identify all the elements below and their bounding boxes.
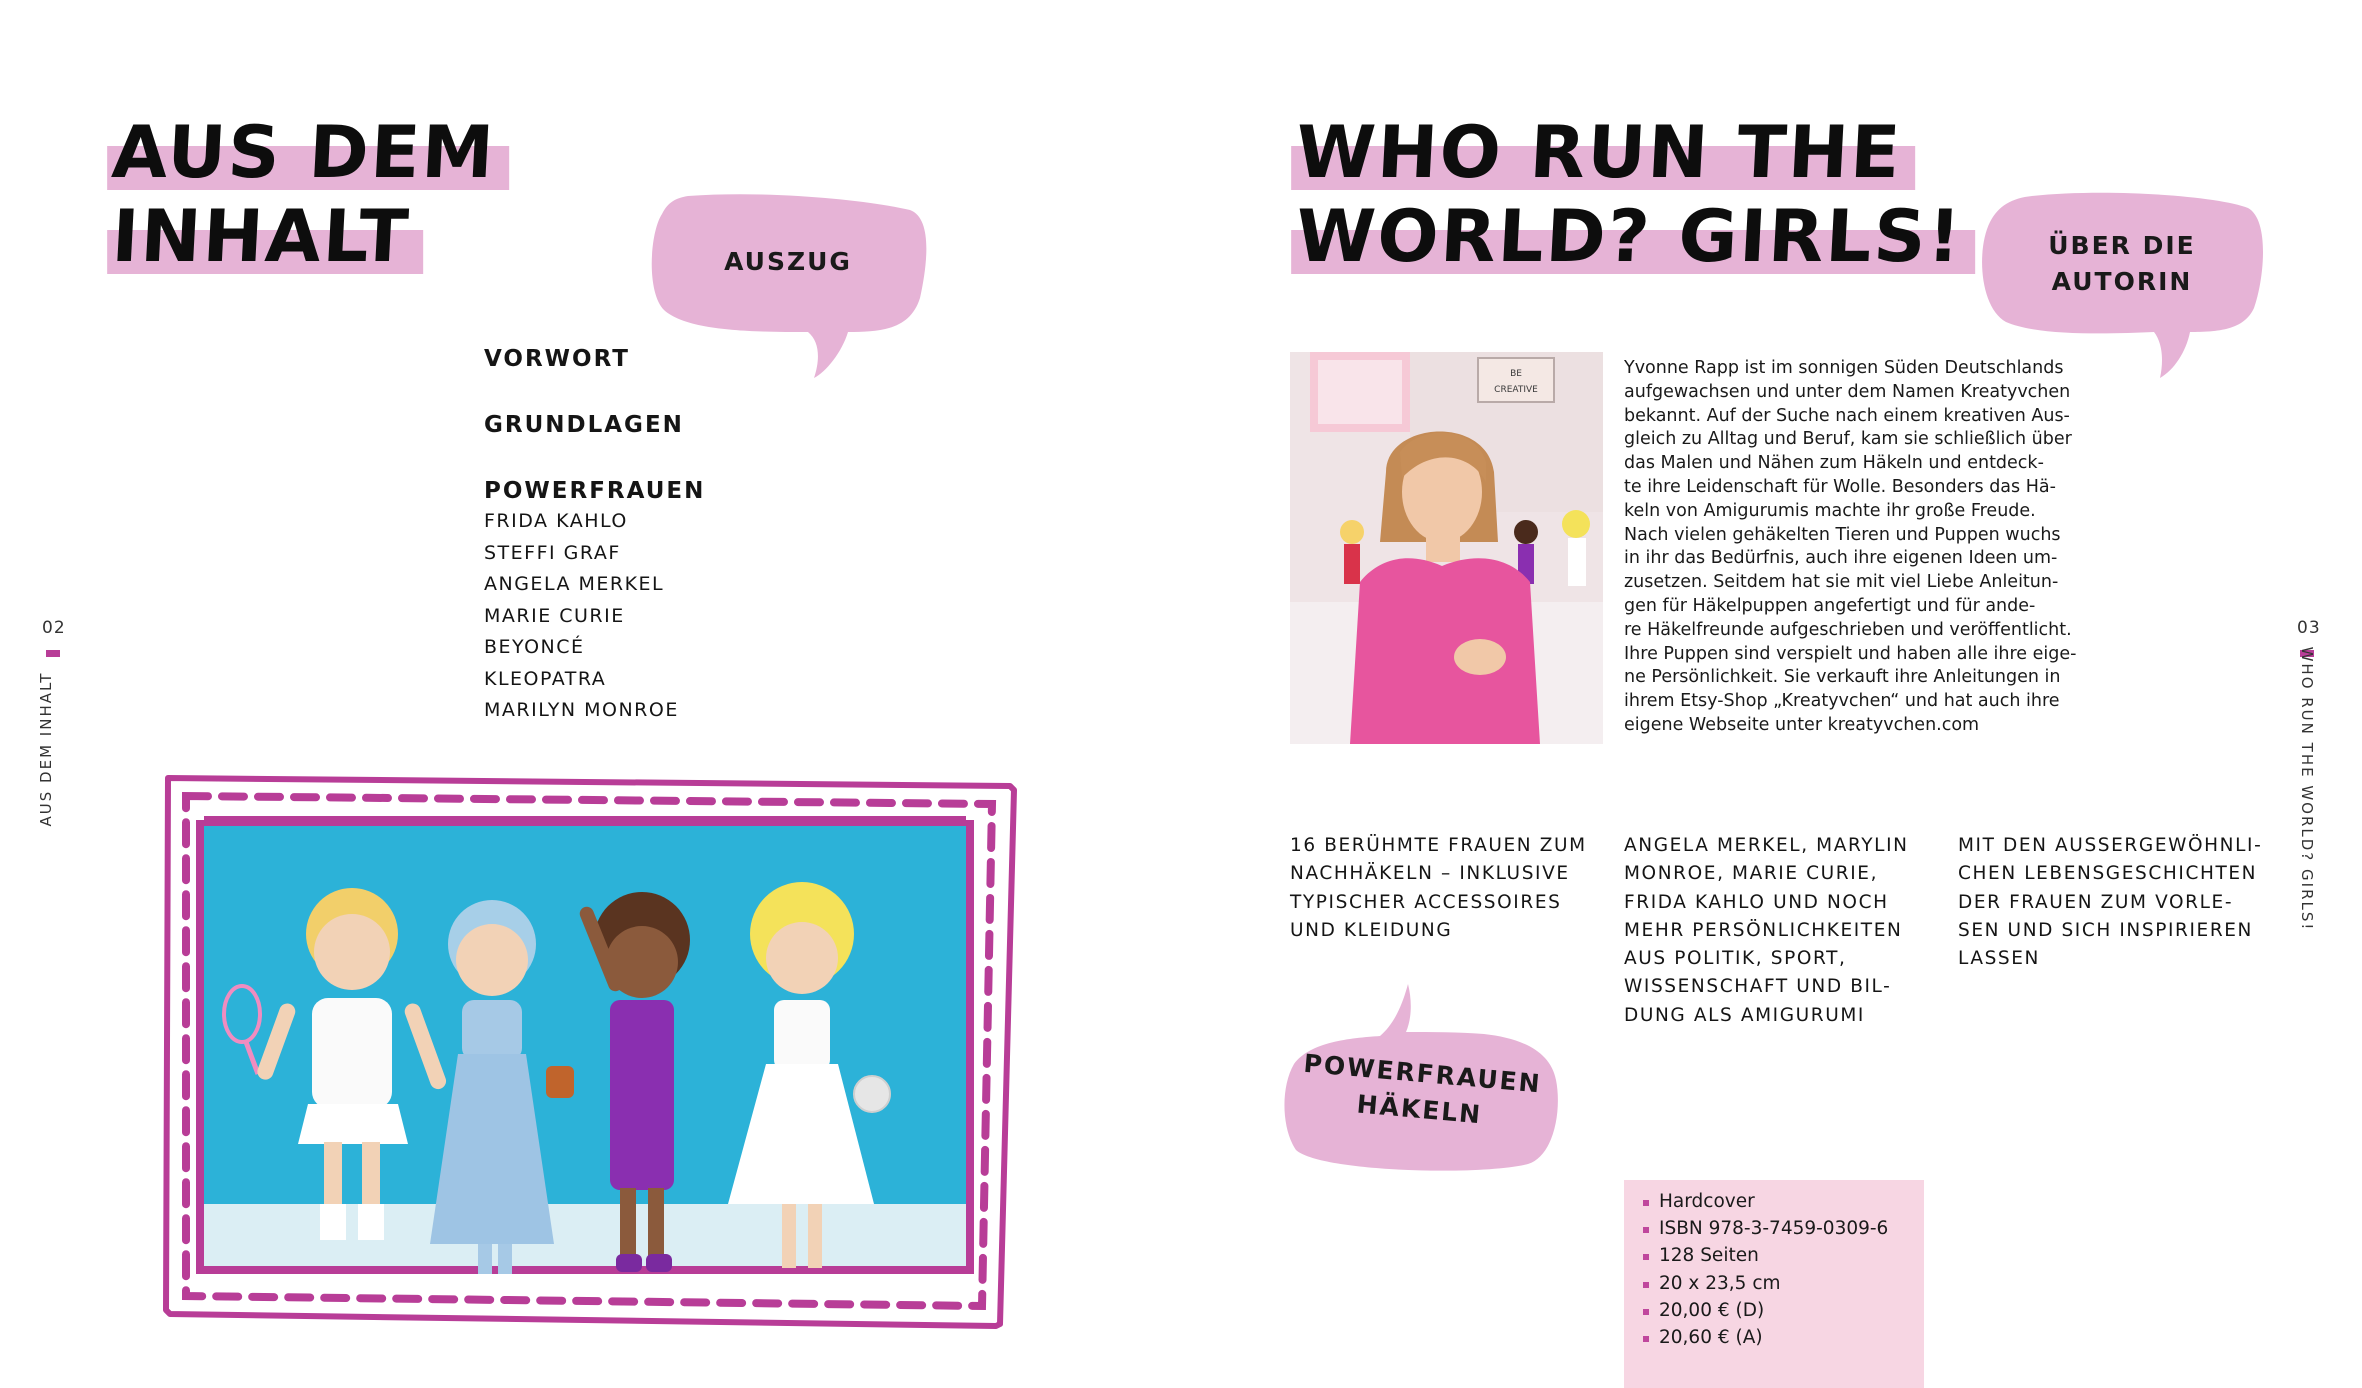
- about-author-label-line: ÜBER DIE: [2048, 231, 2196, 260]
- doll-photo-frame: [162, 774, 1020, 1330]
- bio-line: gleich zu Alltag und Beruf, kam sie schließlich über: [1624, 429, 2072, 450]
- bio-line: ne Persönlichkeit. Sie verkauft ihre Anleitungen in: [1624, 667, 2061, 688]
- feature-line: UND KLEIDUNG: [1290, 919, 1453, 941]
- bio-line: Yvonne Rapp ist im sonnigen Süden Deutschlands: [1624, 358, 2064, 378]
- about-author-speech-bubble: [1978, 190, 2266, 380]
- author-photo: [1290, 352, 1603, 744]
- feature-column-3: [1958, 832, 2273, 973]
- toc-grundlagen: GRUNDLAGEN: [484, 412, 684, 438]
- toc-powerfrauen: POWERFRAUEN: [484, 478, 706, 504]
- feature-line: 16 BERÜHMTE FRAUEN ZUM: [1290, 835, 1587, 856]
- bio-line: te ihre Leidenschaft für Wolle. Besonders das Hä-: [1624, 476, 2056, 497]
- feature-line: DUNG ALS AMIGURUMI: [1624, 1004, 1865, 1026]
- product-info-item: 20,00 € (D): [1640, 1297, 1888, 1324]
- left-heading-line-1: AUS DEM: [106, 112, 512, 192]
- author-photo-illustration: [1290, 352, 1603, 744]
- about-author-label-line: AUTORIN: [2051, 267, 2193, 296]
- left-heading-line-2: INHALT: [106, 196, 426, 276]
- product-info-item: Hardcover: [1640, 1188, 1888, 1215]
- feature-line: LASSEN: [1958, 948, 2041, 970]
- feature-line: AUS POLITIK, SPORT,: [1624, 948, 1847, 970]
- toc-entry: FRIDA KAHLO: [484, 510, 628, 532]
- side-label-right: WHO RUN THE WORLD? GIRLS!: [2298, 646, 2316, 932]
- toc-vorwort: VORWORT: [484, 346, 630, 372]
- bio-line: gen für Häkelpuppen angefertigt und für ande-: [1624, 595, 2036, 616]
- photo-sign-line: BE: [1510, 369, 1522, 379]
- powerfrauen-label-line: POWERFRAUEN: [1302, 1048, 1543, 1099]
- feature-column-2: [1624, 832, 1939, 1030]
- product-info-item: ISBN 978-3-7459-0309-6: [1640, 1215, 1888, 1242]
- bio-line: eigene Webseite unter kreatyvchen.com: [1624, 714, 1980, 735]
- feature-line: MEHR PERSÖNLICHKEITEN: [1624, 919, 1903, 941]
- toc-powerfrauen-list: [484, 506, 679, 727]
- bio-line: ihrem Etsy-Shop „Kreatyvchen“ und hat auch ihre: [1624, 691, 2060, 712]
- toc-entry: BEYONCÉ: [484, 636, 585, 658]
- product-info-item: 20,60 € (A): [1640, 1324, 1888, 1351]
- auszug-label: AUSZUG: [724, 247, 852, 276]
- product-info-item: 128 Seiten: [1640, 1242, 1888, 1269]
- right-heading-line-2: WORLD? GIRLS!: [1290, 196, 1979, 276]
- toc-entry: ANGELA MERKEL: [484, 573, 665, 595]
- photo-sign-line: CREATIVE: [1494, 385, 1538, 395]
- feature-line: ANGELA MERKEL, MARYLIN: [1624, 835, 1909, 856]
- bio-line: Ihre Puppen sind verspielt und haben alle ihre eige-: [1624, 643, 2077, 664]
- toc-entry: KLEOPATRA: [484, 667, 607, 690]
- feature-line: MIT DEN AUSSERGEWÖHNLI-: [1958, 835, 2263, 856]
- auszug-speech-bubble: [648, 192, 928, 380]
- about-author-label: [1978, 228, 2266, 300]
- doll-photo-illustration: [162, 774, 1020, 1330]
- powerfrauen-speech-bubble: [1280, 980, 1562, 1176]
- bio-line: bekannt. Auf der Suche nach einem kreativen Aus-: [1624, 405, 2070, 426]
- feature-line: NACHHÄKELN – INKLUSIVE: [1290, 863, 1570, 885]
- page-number-right: 03: [2297, 618, 2321, 638]
- feature-line: DER FRAUEN ZUM VORLE-: [1958, 891, 2234, 913]
- bio-line: aufgewachsen und unter dem Namen Kreatyvchen: [1624, 381, 2071, 402]
- feature-line: CHEN LEBENSGESCHICHTEN: [1958, 863, 2258, 885]
- bio-line: Nach vielen gehäkelten Tieren und Puppen wuchs: [1624, 524, 2061, 545]
- toc-entry: MARILYN MONROE: [484, 699, 679, 721]
- bio-line: das Malen und Nähen zum Häkeln und entdeck-: [1624, 453, 2044, 474]
- product-info-list: [1640, 1188, 1888, 1351]
- bio-line: keln von Amigurumis machte ihr große Freude.: [1624, 500, 2036, 521]
- bio-line: re Häkelfreunde aufgeschrieben und veröffentlicht.: [1624, 619, 2072, 640]
- powerfrauen-label-line: HÄKELN: [1355, 1089, 1484, 1130]
- feature-line: MONROE, MARIE CURIE,: [1624, 863, 1879, 885]
- feature-line: TYPISCHER ACCESSOIRES: [1290, 891, 1562, 913]
- product-info-item: 20 x 23,5 cm: [1640, 1270, 1888, 1297]
- toc-entry: MARIE CURIE: [484, 604, 625, 627]
- toc-entry: STEFFI GRAF: [484, 541, 621, 564]
- page-number-left: 02: [42, 618, 66, 638]
- side-label-left: AUS DEM INHALT: [37, 671, 55, 827]
- feature-column-1: [1290, 832, 1605, 945]
- feature-line: SEN UND SICH INSPIRIEREN: [1958, 919, 2253, 941]
- feature-line: WISSENSCHAFT UND BIL-: [1624, 976, 1892, 998]
- author-bio-text: [1624, 357, 2104, 738]
- product-info-box: [1624, 1180, 1924, 1388]
- bio-line: zusetzen. Seitdem hat sie mit viel Liebe Anleitun-: [1624, 572, 2059, 593]
- bio-line: in ihr das Bedürfnis, auch ihre eigenen Ideen um-: [1624, 548, 2058, 569]
- feature-line: FRIDA KAHLO UND NOCH: [1624, 891, 1889, 913]
- right-heading-line-1: WHO RUN THE: [1290, 112, 1918, 192]
- author-bio: [1624, 357, 2104, 738]
